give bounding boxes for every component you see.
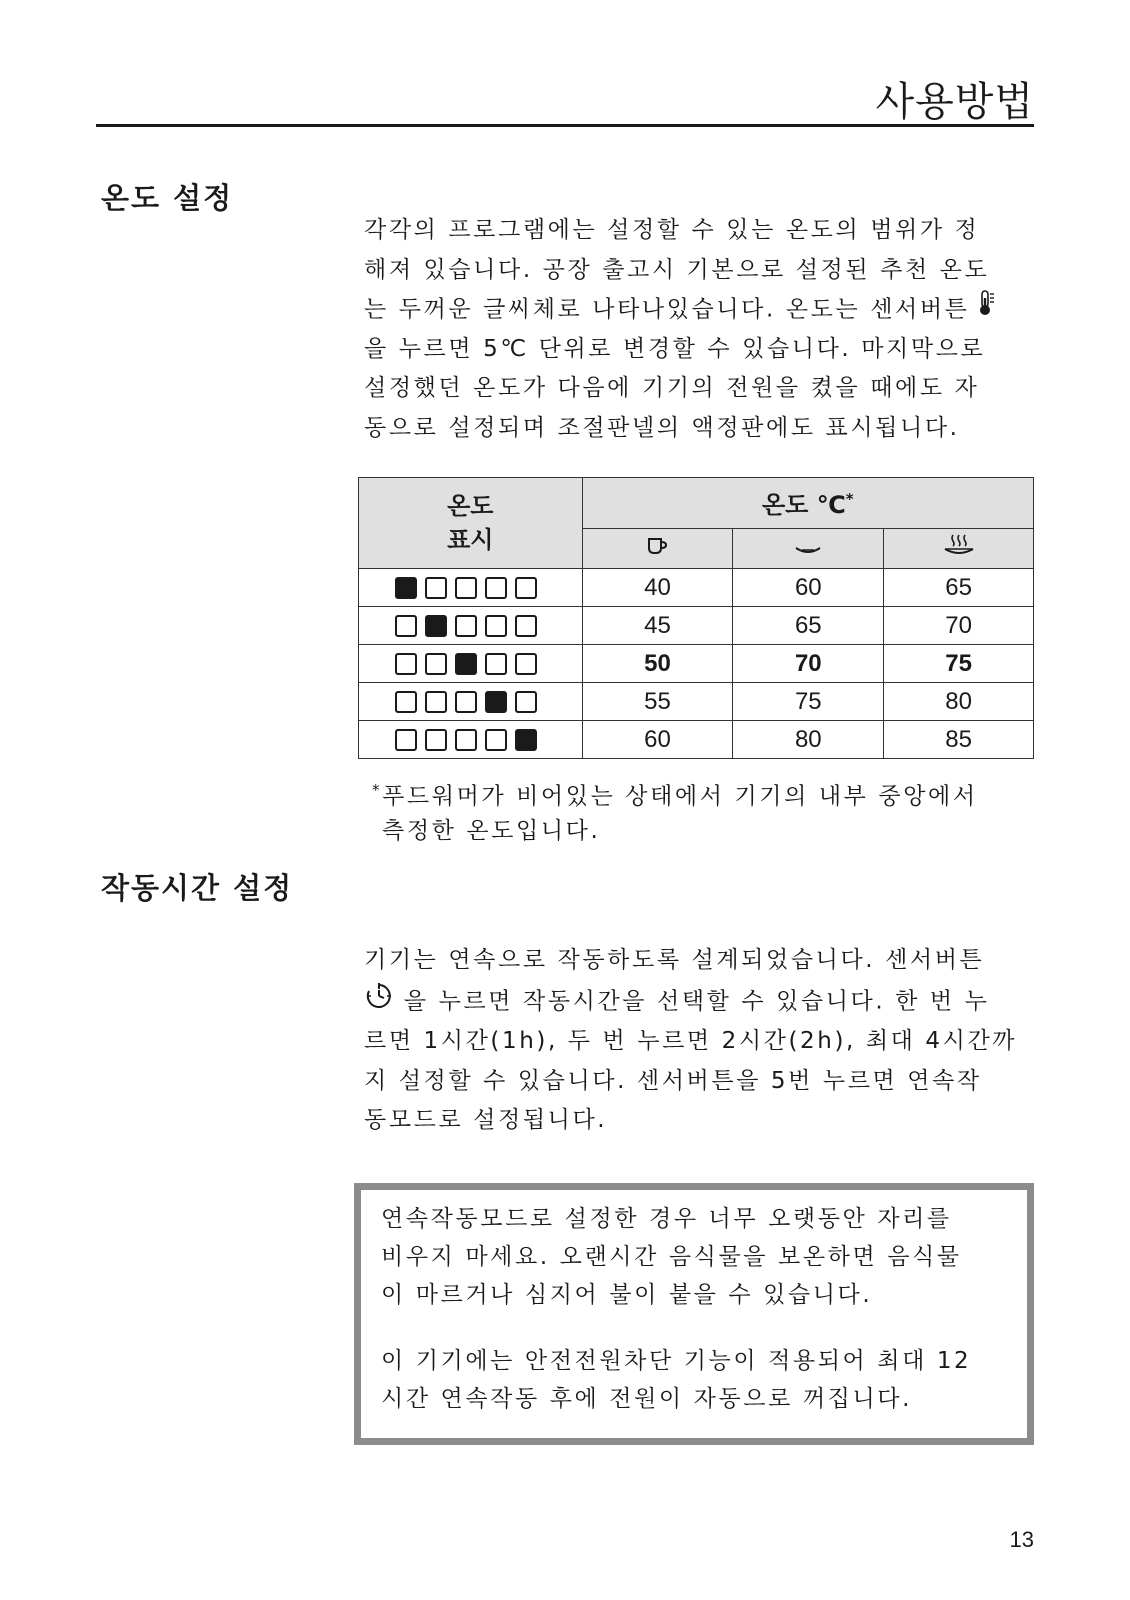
temperature-value: 60 — [733, 569, 884, 607]
temperature-value: 65 — [733, 607, 884, 645]
header-display-line1: 온도 — [447, 492, 494, 520]
column-cup — [582, 528, 733, 568]
header-display-line2: 표시 — [447, 526, 494, 554]
page-number: 13 — [1009, 1527, 1034, 1552]
text-line: 해져 있습니다. 공장 출고시 기본으로 설정된 추천 온도 — [364, 256, 990, 283]
table-row — [359, 569, 1034, 607]
temperature-value: 80 — [884, 683, 1034, 721]
table-footnote — [372, 773, 1032, 848]
text-segment: 을 누르면 작동시간을 선택할 수 있습니다. 한 번 누 — [394, 987, 990, 1014]
page-title: 사용방법 — [875, 79, 1034, 125]
footnote-line: 측정한 온도입니다. — [382, 817, 601, 844]
footnote-line — [372, 773, 1032, 814]
temperature-value: 70 — [884, 607, 1034, 645]
indicator-square-empty — [395, 615, 417, 637]
text-line — [364, 981, 1034, 1023]
header-rule — [96, 124, 1034, 127]
indicator-square-empty — [485, 729, 507, 751]
indicator-square-empty — [455, 729, 477, 751]
temperature-value: 45 — [582, 607, 733, 645]
text-line: 지 설정할 수 있습니다. 센서버튼을 5번 누르면 연속작 — [364, 1067, 982, 1094]
header-temperature-label: 온도 ℃ — [761, 491, 846, 520]
level-indicator — [359, 569, 583, 607]
indicator-square-empty — [515, 615, 537, 637]
warning-line: 비우지 마세요. 오랜시간 음식물을 보온하면 음식물 — [381, 1244, 962, 1270]
warning-line: 시간 연속작동 후에 전원이 자동으로 꺼집니다. — [381, 1386, 913, 1412]
paragraph-gap — [381, 1314, 1007, 1342]
temperature-value: 65 — [884, 569, 1034, 607]
level-indicator — [359, 607, 583, 645]
level-indicator — [359, 683, 583, 721]
thermometer-icon — [979, 290, 995, 330]
temperature-value: 75 — [884, 645, 1034, 683]
indicator-square-empty — [455, 577, 477, 599]
indicator-square-empty — [485, 615, 507, 637]
indicator-square-filled — [425, 615, 447, 637]
level-indicator — [359, 721, 583, 759]
temperature-table — [358, 477, 1034, 759]
indicator-square-filled — [515, 729, 537, 751]
text-line: 설정했던 온도가 다음에 기기의 전원을 켰을 때에도 자 — [364, 375, 980, 402]
text-line: 동모드로 설정됩니다. — [364, 1107, 608, 1133]
temperature-value: 85 — [884, 721, 1034, 759]
indicator-square-empty — [395, 691, 417, 713]
indicator-square-empty — [395, 653, 417, 675]
text-line: 동으로 설정되며 조절판넬의 액정판에도 표시됩니다. — [364, 414, 960, 441]
text-line: 을 누르면 5℃ 단위로 변경할 수 있습니다. 마지막으로 — [364, 335, 986, 362]
time-heading: 작동시간 설정 — [101, 871, 294, 905]
indicator-square-empty — [425, 729, 447, 751]
temperature-heading: 온도 설정 — [101, 181, 234, 215]
time-paragraph — [364, 941, 1034, 1141]
cup-icon — [646, 536, 670, 562]
indicator-square-empty — [515, 577, 537, 599]
text-line: 르면 1시간(1h), 두 번 누르면 2시간(2h), 최대 4시간까 — [364, 1028, 1018, 1054]
temperature-value: 80 — [733, 721, 884, 759]
temperature-value: 60 — [582, 721, 733, 759]
indicator-square-empty — [425, 653, 447, 675]
warning-box — [354, 1183, 1034, 1445]
column-plate — [733, 528, 884, 568]
temperature-paragraph — [364, 211, 1034, 448]
column-steaming-plate — [884, 528, 1034, 568]
warning-line: 이 마르거나 심지어 불이 붙을 수 있습니다. — [381, 1282, 873, 1308]
footnote-text: 푸드워머가 비어있는 상태에서 기기의 내부 중앙에서 — [382, 783, 978, 810]
table-row — [359, 645, 1034, 683]
indicator-square-empty — [425, 577, 447, 599]
indicator-square-empty — [485, 577, 507, 599]
indicator-square-empty — [515, 691, 537, 713]
indicator-square-empty — [395, 729, 417, 751]
text-segment: 는 두꺼운 글씨체로 나타나있습니다. 온도는 센서버튼 — [364, 296, 970, 323]
warning-line: 연속작동모드로 설정한 경우 너무 오랫동안 자리를 — [381, 1206, 952, 1232]
text-line — [364, 290, 1034, 330]
table-row — [359, 721, 1034, 759]
header-display — [359, 478, 583, 569]
temperature-value: 55 — [582, 683, 733, 721]
indicator-square-empty — [455, 615, 477, 637]
header-temperature — [582, 478, 1033, 529]
indicator-square-empty — [515, 653, 537, 675]
temperature-value: 50 — [582, 645, 733, 683]
table-row — [359, 607, 1034, 645]
text-line: 각각의 프로그램에는 설정할 수 있는 온도의 범위가 정 — [364, 217, 980, 243]
table-row — [359, 683, 1034, 721]
timer-icon — [364, 981, 394, 1023]
indicator-square-filled — [485, 691, 507, 713]
temperature-value: 70 — [733, 645, 884, 683]
plate-icon — [793, 536, 823, 562]
temperature-value: 40 — [582, 569, 733, 607]
footnote-marker: * — [845, 490, 854, 509]
indicator-square-empty — [425, 691, 447, 713]
steaming-plate-icon — [942, 533, 976, 563]
indicator-square-filled — [395, 577, 417, 599]
indicator-square-filled — [455, 653, 477, 675]
indicator-square-empty — [455, 691, 477, 713]
temperature-value: 75 — [733, 683, 884, 721]
warning-line: 이 기기에는 안전전원차단 기능이 적용되어 최대 12 — [381, 1348, 972, 1374]
indicator-square-empty — [485, 653, 507, 675]
footnote-marker: * — [372, 781, 383, 799]
text-line: 기기는 연속으로 작동하도록 설계되었습니다. 센서버튼 — [364, 947, 985, 973]
level-indicator — [359, 645, 583, 683]
